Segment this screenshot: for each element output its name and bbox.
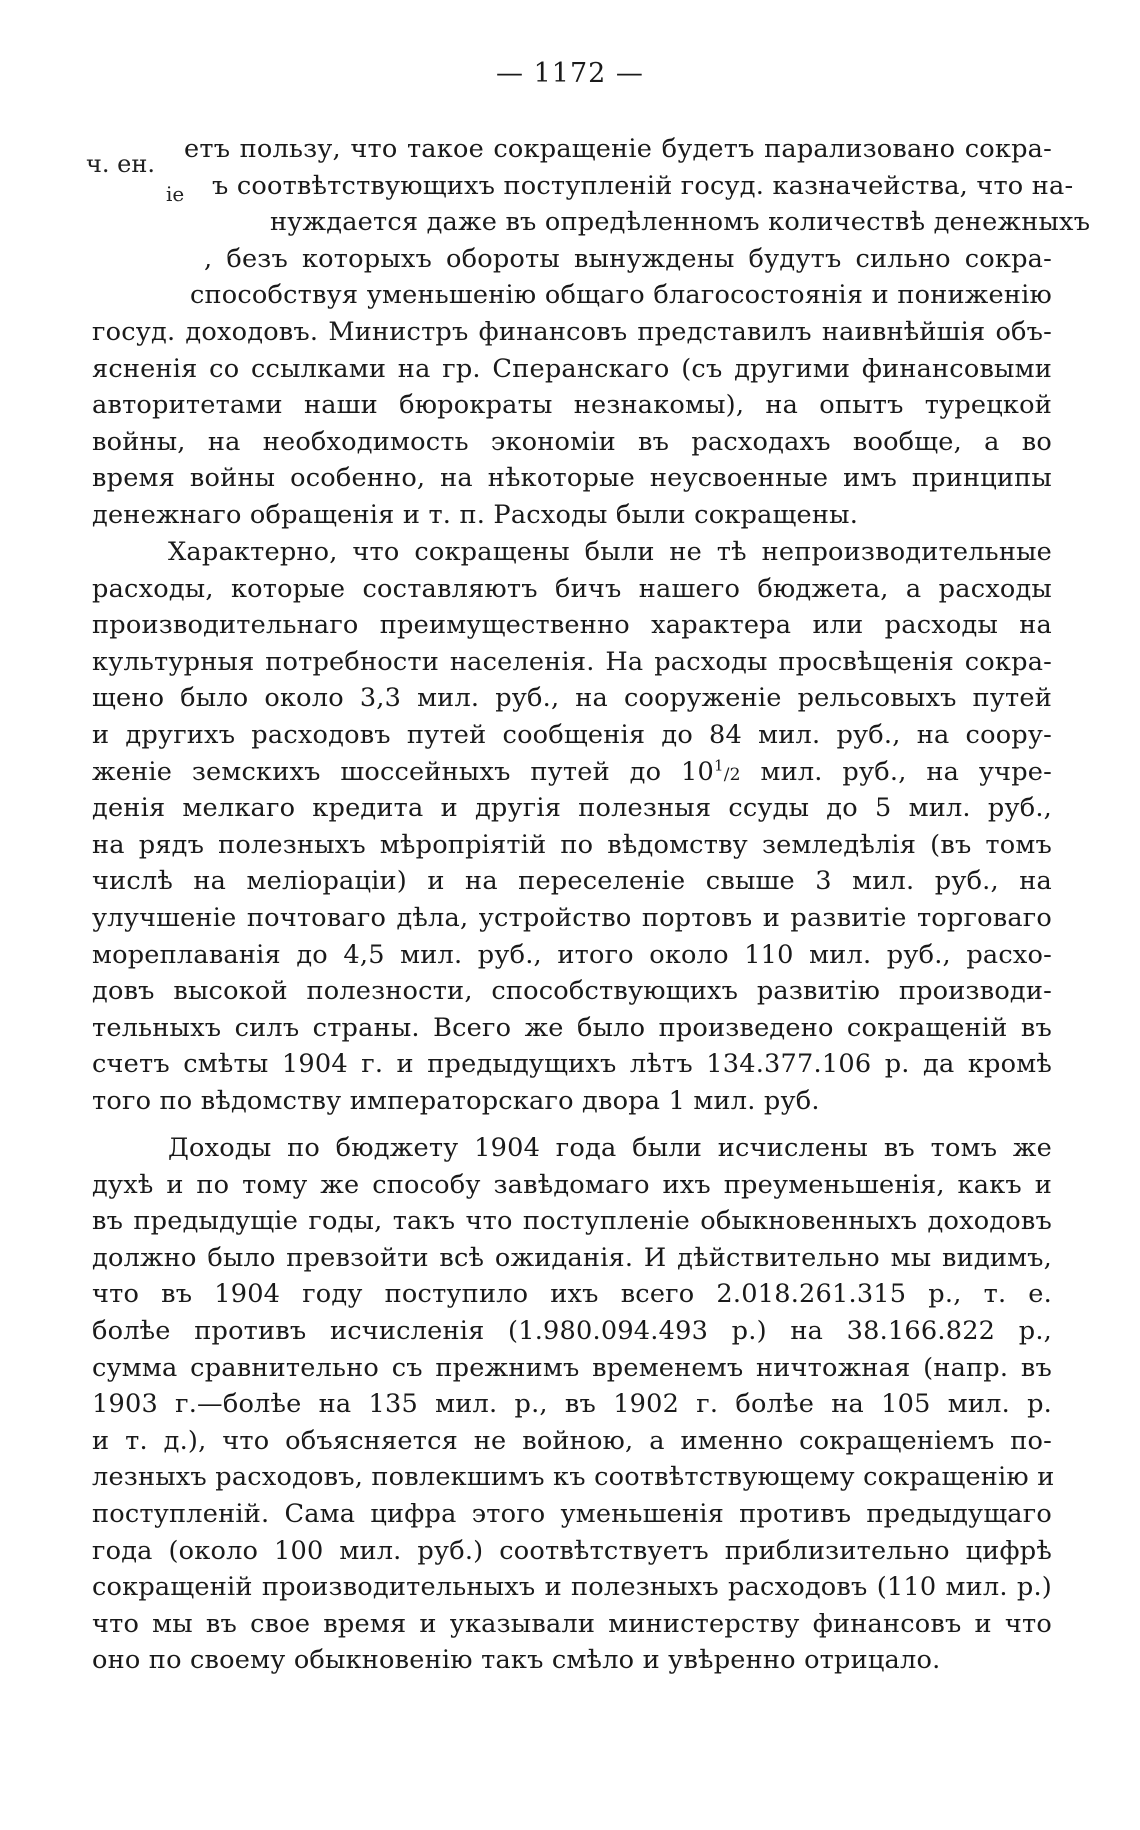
text-line: способствуя уменьшенію общаго благосостоянія и пониженію [190,280,1052,311]
page-number: — 1172 — [496,58,644,89]
text-line: войны, на необходимость экономіи въ расходахъ вообще, а во [92,426,1052,457]
text-line: расходы, которые составляютъ бичъ нашего бюджета, а расходы [92,573,1052,604]
text-line: Характерно, что сокращены были не тѣ непроизводительные [168,537,1052,567]
text-line: тельныхъ силъ страны. Всего же было произведено сокращеній въ [92,1012,1052,1043]
text-line: лезныхъ расходовъ, повлекшимъ къ соотвѣтствующему сокращенію и [92,1462,1055,1493]
text-line: ясненія со ссылками на гр. Сперанскаго (съ другими финансовыми [92,353,1052,384]
text-line: и другихъ расходовъ путей сообщенія до 84 мил. руб., на соору- [92,719,1052,750]
paragraph-2 [92,534,1052,1120]
text-line: производительнаго преимущественно характера или расходы на [92,610,1052,641]
text-line: на рядъ полезныхъ мѣропріятій по вѣдомству земледѣлія (въ томъ [92,829,1052,860]
text-line: что въ 1904 году поступило ихъ всего 2.018.261.315 р., т. е. [92,1279,1052,1310]
text-line: нуждается даже въ опредѣленномъ количествѣ денежныхъ [270,207,1091,238]
text-line: культурныя потребности населенія. На расходы просвѣщенія сокра- [92,646,1052,677]
text-line: время войны особенно, на нѣкоторые неусвоенные имъ принципы [92,463,1052,494]
text-line: 1903 г.—болѣе на 135 мил. р., въ 1902 г. болѣе на 105 мил. р. [92,1389,1052,1420]
text-line: мореплаванія до 4,5 мил. руб., итого около 110 мил. руб., расхо- [92,939,1052,970]
text-line: улучшеніе почтоваго дѣла, устройство портовъ и развитіе торговаго [92,902,1052,933]
text-line: денія мелкаго кредита и другія полезныя ссуды до 5 мил. руб., [92,793,1052,824]
text-line-part: женіе земскихъ шоссейныхъ путей до 10 [92,756,714,787]
text-line: Доходы по бюджету 1904 года были исчислены въ томъ же [168,1133,1052,1163]
text-line: болѣе противъ исчисленія (1.980.094.493 р.) на 38.166.822 р., [92,1315,1052,1346]
text-line: довъ высокой полезности, способствующихъ развитію производи- [92,976,1052,1007]
text-line: числѣ на меліораціи) и на переселеніе свыше 3 мил. руб., на [92,866,1052,897]
text-line: поступленій. Сама цифра этого уменьшенія противъ предыдущаго [92,1498,1052,1529]
fraction-numerator: 1 [713,756,724,775]
text-line: сумма сравнительно съ прежнимъ временемъ ничтожная (напр. въ [92,1352,1052,1383]
text-line-with-fraction [92,754,1052,791]
paragraph-1 [92,131,1091,534]
margin-fragment-ie: іе [166,182,185,206]
text-line: етъ пользу, что такое сокращеніе будетъ парализовано сокра- [184,134,1052,164]
text-line: госуд. доходовъ. Министръ финансовъ представилъ наивнѣйшія объ- [92,316,1052,347]
text-line: того по вѣдомству императорскаго двора 1 мил. руб. [92,1085,820,1116]
text-line: щено было около 3,3 мил. руб., на сооруженіе рельсовыхъ путей [92,683,1052,714]
text-line: сокращеній производительныхъ и полезныхъ расходовъ (110 мил. р.) [92,1572,1052,1603]
text-line: должно было превзойти всѣ ожиданія. И дѣйствительно мы видимъ, [92,1242,1052,1273]
text-line: денежнаго обращенія и т. п. Расходы были сокращены. [92,499,859,530]
text-line: счетъ смѣты 1904 г. и предыдущихъ лѣтъ 134.377.106 р. да кромѣ [92,1049,1052,1080]
text-line: года (около 100 мил. руб.) соотвѣтствуетъ приблизительно цифрѣ [92,1535,1052,1566]
text-line-part: мил. руб., на учре- [740,756,1052,787]
margin-handwritten-marks: ч. ен. [86,150,155,178]
text-line: въ предыдущіе годы, такъ что поступленіе обыкновенныхъ доходовъ [92,1206,1052,1237]
text-line: , безъ которыхъ обороты вынуждены будутъ сильно сокра- [204,243,1052,274]
text-line: оно по своему обыкновенію такъ смѣло и увѣренно отрицало. [92,1645,941,1676]
text-line: что мы въ свое время и указывали министерству финансовъ и что [92,1608,1052,1639]
text-line: авторитетами наши бюрократы незнакомы), на опытъ турецкой [92,390,1052,421]
paragraph-3 [92,1130,1055,1679]
text-line: и т. д.), что объясняется не войною, а именно сокращеніемъ по- [92,1425,1052,1456]
text-line: духѣ и по тому же способу завѣдомаго ихъ преуменьшенія, какъ и [92,1169,1052,1200]
text-line: ъ соотвѣтствующихъ поступленій госуд. казначейства, что на- [212,170,1074,201]
fraction-denominator: /2 [723,764,741,785]
